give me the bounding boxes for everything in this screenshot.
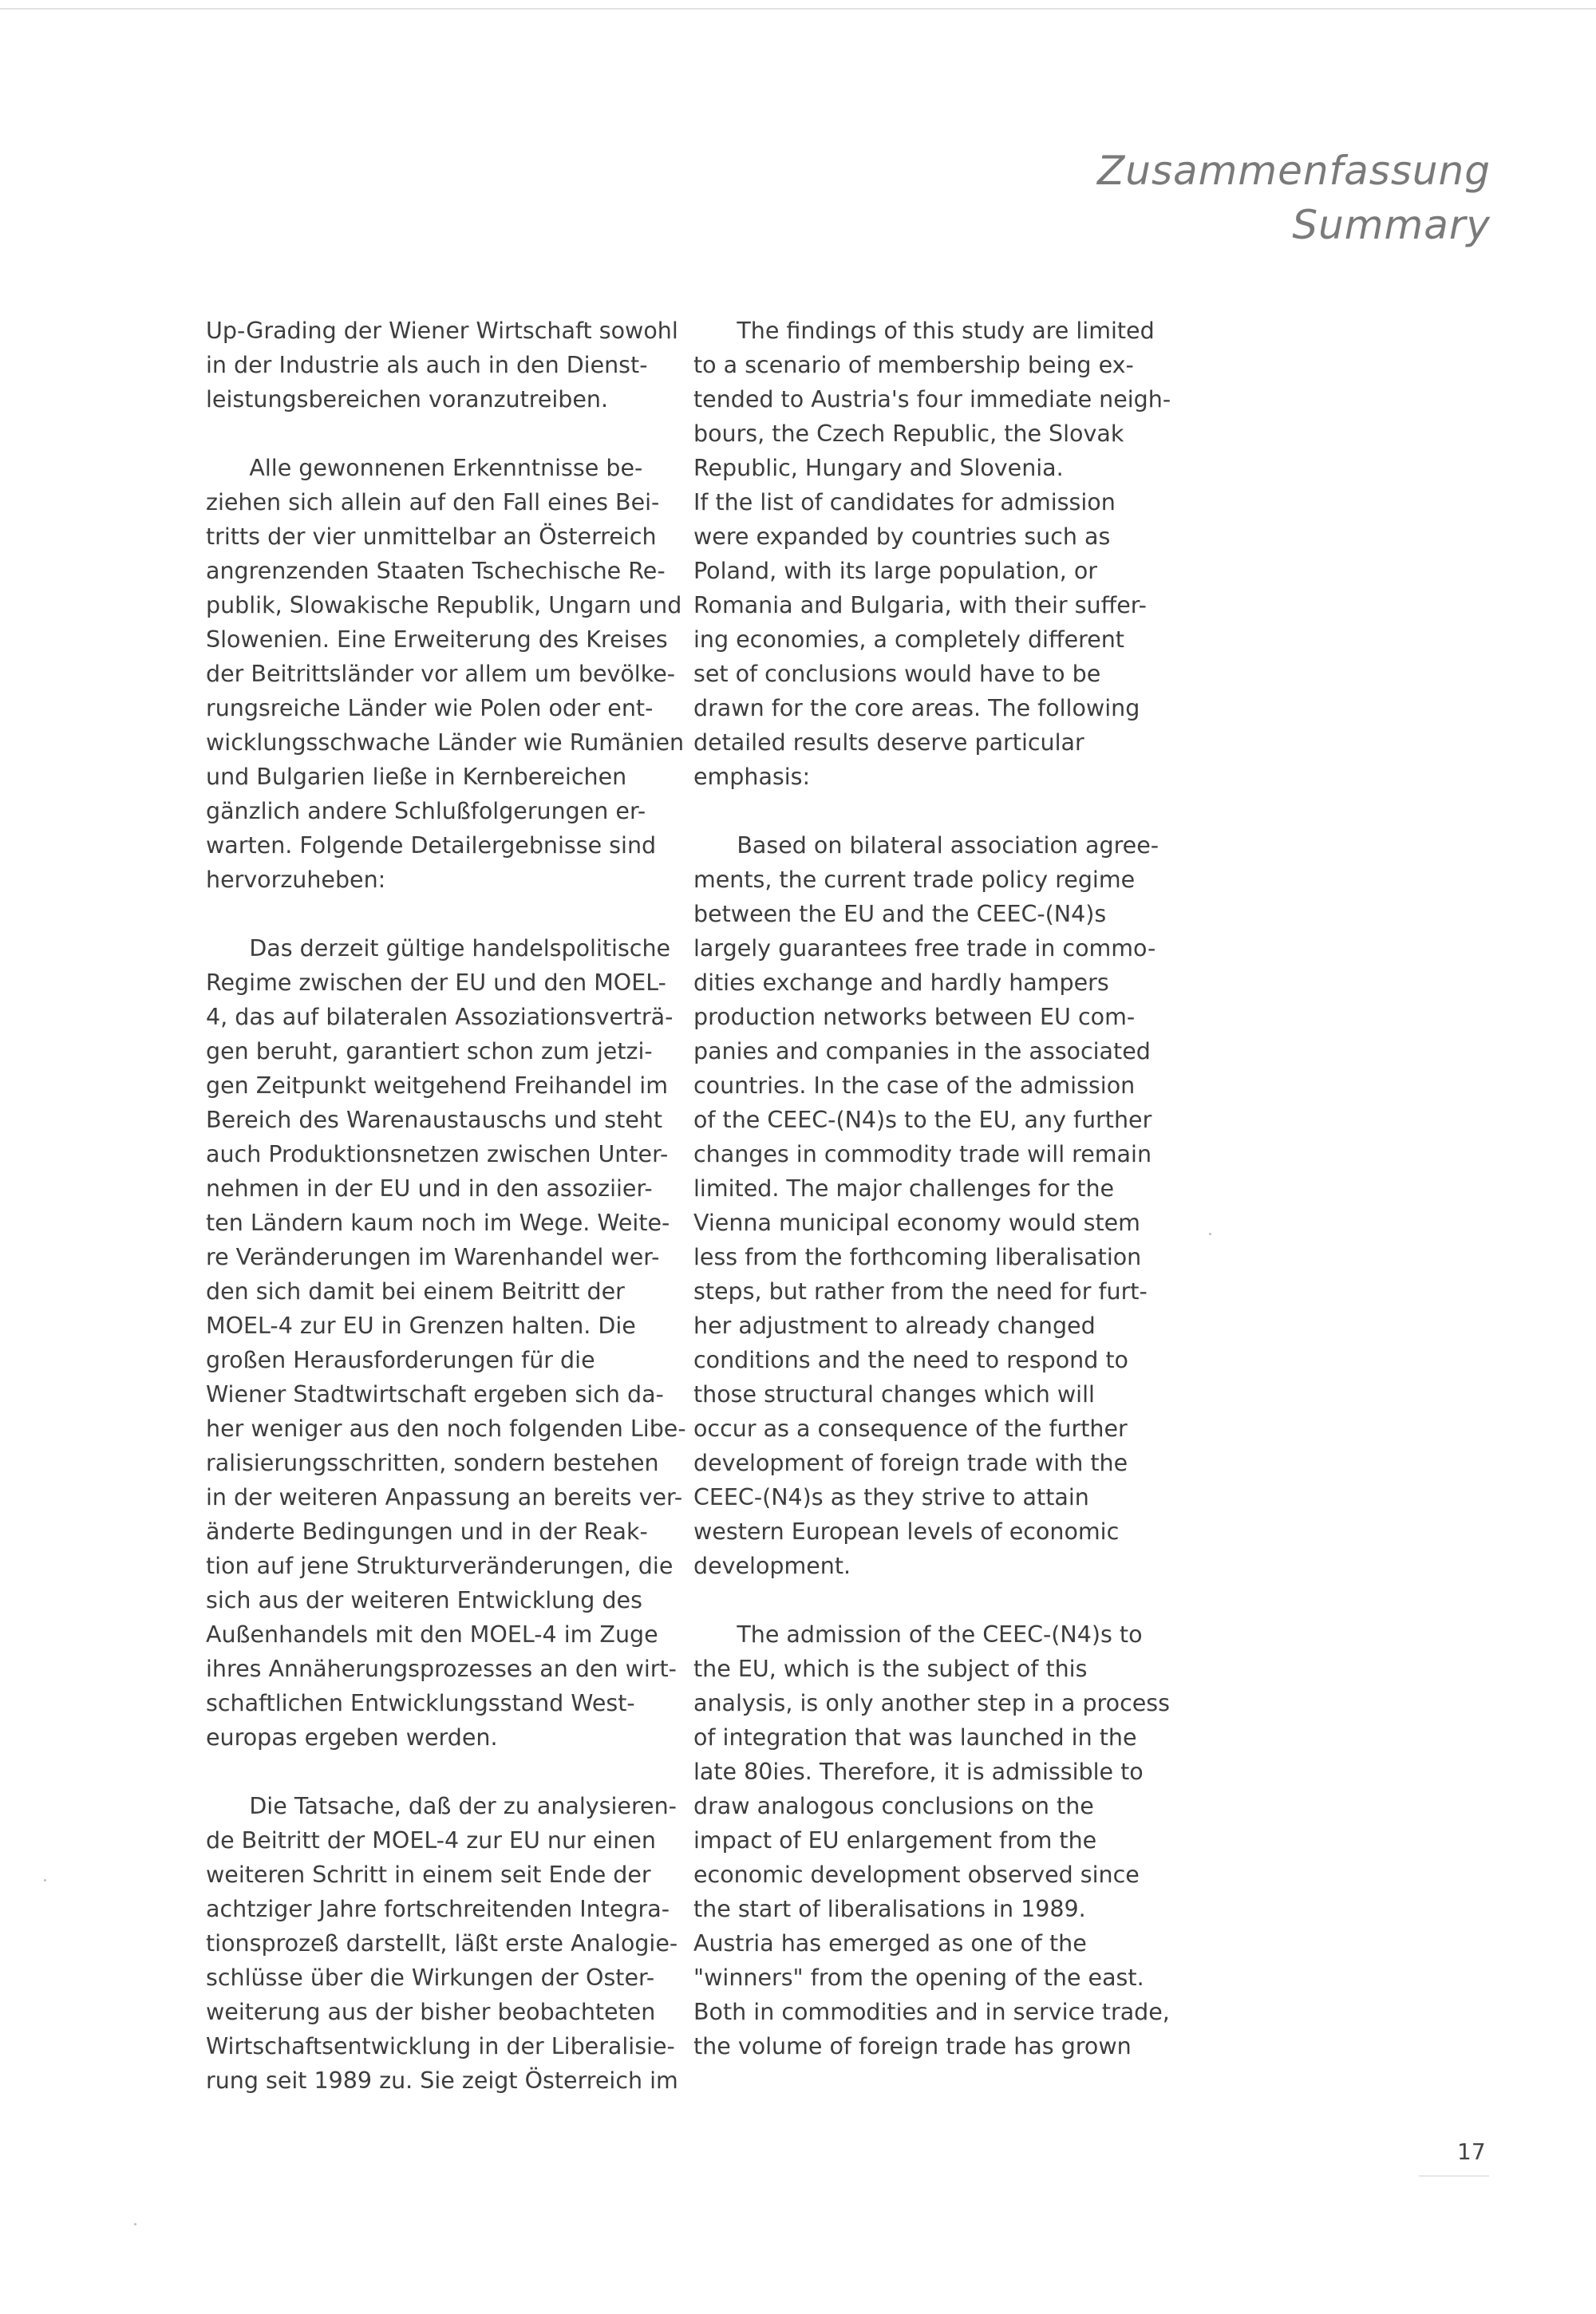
paper-speck [1209, 1233, 1211, 1235]
german-paragraph-3: Das derzeit gültige handelspolitische Regime zwischen der EU und den MOEL- 4, das auf bilateralen Assoziationsverträ- gen beruht, garantiert schon zum jetzi- gen Zeitpunkt weitgehend Freihandel im Bereich des Warenaustauschs und steht auch Produktionsnetzen zwischen Unter- nehmen in der EU und in den assoziier- ten Ländern kaum noch im Wege. Weite- re Veränderungen im Warenhandel wer- den sich damit bei einem Beitritt der MOEL-4 zur EU in Grenzen halten. Die großen Herausforderungen für die Wiener Stadtwirtschaft ergeben sich da- her weniger aus den noch folgenden Libe- ralisierungsschritten, sondern bestehen in der weiteren Anpassung an bereits ver- änderte Bedingungen und in der Reak- tion auf jene Strukturveränderungen, die sich aus der weiteren Entwicklung des Außenhandels mit den MOEL-4 im Zuge ihres Annäherungsprozesses an den wirt- schaftlichen Entwicklungsstand West- europas ergeben werden. [206, 935, 686, 1751]
german-paragraph-1: Up-Grading der Wiener Wirtschaft sowohl in der Industrie als auch in den Dienst- leistungsbereichen voranzutreiben. [206, 318, 678, 413]
german-text-column [206, 314, 685, 2132]
paper-speck [44, 1879, 46, 1882]
page-number: 17 [1457, 2138, 1486, 2165]
section-title-english: Summary [1292, 202, 1491, 248]
german-paragraph-4: Die Tatsache, daß der zu analysieren- de Beitritt der MOEL-4 zur EU nur einen weiteren Schritt in einem seit Ende der achtziger Jahre fortschreitenden Integra- tionsprozeß darstellt, läßt erste Analogie- schlüsse über die Wirkungen der Oster- weiterung aus der bisher beobachteten Wirtschaftsentwicklung in der Liberalisie- rung seit 1989 zu. Sie zeigt Österreich im [206, 1793, 678, 2094]
page-number-rule [1419, 2175, 1489, 2177]
section-header [1097, 144, 1491, 252]
english-text-column [693, 314, 1172, 2098]
english-paragraph-3: The admission of the CEEC-(N4)s to the EU, which is the subject of this analysis, is only another step in a process of integration that was launched in the late 80ies. Therefore, it is admissible to draw analogous conclusions on the impact of EU enlargement from the economic development observed since the start of liberalisations in 1989. Austria has emerged as one of the "winners" from the opening of the east. Both in commodities and in service trade, the volume of foreign trade has grown [693, 1621, 1170, 2059]
english-paragraph-1: The findings of this study are limited to a scenario of membership being ex- tended to Austria's four immediate neigh- bours, the Czech Republic, the Slovak Republic, Hungary and Slovenia. If the list of candidates for admission were expanded by countries such as Poland, with its large population, or Romania and Bulgaria, with their suffer- ing economies, a completely different set of conclusions would have to be drawn for the core areas. The following detailed results deserve particular emphasis: [693, 318, 1171, 790]
section-title-german: Zusammenfassung [1097, 148, 1491, 194]
german-paragraph-2: Alle gewonnenen Erkenntnisse be- ziehen sich allein auf den Fall eines Bei- tritts der vier unmittelbar an Österreich angrenzenden Staaten Tschechische Re- publik, Slowakische Republik, Ungarn und Slowenien. Eine Erweiterung des Kreises der Beitrittsländer vor allem um bevölke- rungsreiche Länder wie Polen oder ent- wicklungsschwache Länder wie Rumänien und Bulgarien ließe in Kernbereichen gänzlich andere Schlußfolgerungen er- warten. Folgende Detailergebnisse sind hervorzuheben: [206, 455, 685, 893]
english-paragraph-2: Based on bilateral association agree- ments, the current trade policy regime between the EU and the CEEC-(N4)s largely guarantees free trade in commo- dities exchange and hardly hampers production networks between EU com- panies and companies in the associated countries. In the case of the admission of the CEEC-(N4)s to the EU, any further changes in commodity trade will remain limited. The major challenges for the Vienna municipal economy would stem less from the forthcoming liberalisation steps, but rather from the need for furt- her adjustment to already changed conditions and the need to respond to those structural changes which will occur as a consequence of the further development of foreign trade with the CEEC-(N4)s as they strive to attain western European levels of economic development. [693, 832, 1159, 1579]
paper-speck [134, 2223, 136, 2225]
top-rule [0, 8, 1596, 10]
